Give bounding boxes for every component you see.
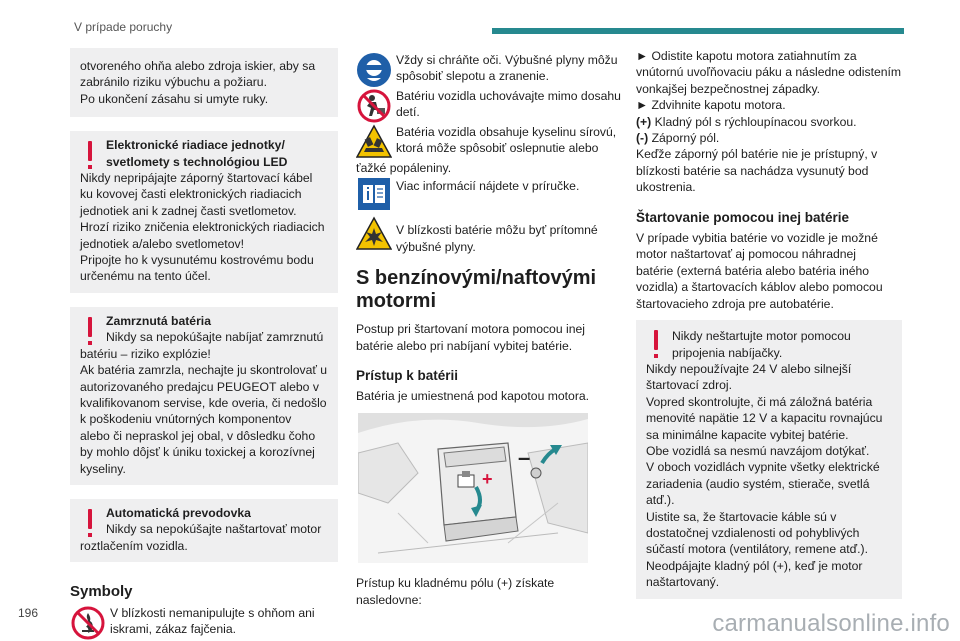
minus-terminal-line [636, 130, 902, 146]
column-left [70, 48, 338, 641]
plus-terminal-line [636, 114, 902, 130]
step-line: vonkajšej bezpečnostnej západky. [636, 81, 821, 96]
warning-frozen-battery-box [70, 307, 338, 485]
warning-line: menovité napätie 12 V a kapacitu rovnajúcu [646, 411, 883, 426]
warning-line: Pripojte ho k vysunutému kostrovému bodu [80, 253, 314, 268]
watermark: carmanualsonline.info [712, 610, 950, 637]
warning-line: k poškodeniu vnútorných komponentov [80, 412, 292, 427]
warning-line: určenému na tento účel. [80, 269, 211, 284]
symbol-text: ťažké popáleniny. [356, 161, 452, 175]
symbol-text: spôsobiť slepotu a zranenie. [396, 69, 549, 84]
warning-line: Nikdy nepripájajte záporný štartovací kábel [80, 171, 313, 186]
warning-automatic-gearbox-box [70, 499, 338, 562]
header-section-title: V prípade poruchy [74, 20, 173, 34]
symbol-text: ktorá môže spôsobiť oslepnutie alebo [396, 141, 599, 156]
intro-line: zabránilo riziku výbuchu a požiaru. [80, 75, 267, 90]
symbol-children-row [356, 88, 622, 124]
warning-line: ku kovovej časti elektronických riadiacich [80, 187, 302, 202]
column-right [636, 48, 902, 599]
symbol-eyes-row [356, 52, 622, 88]
step-line: ► Zdvihnite kapotu motora. [636, 98, 786, 113]
warning-line: autorizovaného predajcu PEUGEOT alebo v [80, 379, 319, 394]
warning-line: Uistite sa, že štartovacie káble sú v [646, 509, 837, 524]
battery-location-illustration [358, 413, 588, 563]
after-photo-text: nasledovne: [356, 592, 422, 607]
minus-note-line: ukostrenia. [636, 180, 696, 195]
minus-text: Záporný pól. [648, 131, 720, 146]
symbol-manual-row [356, 176, 622, 212]
symbol-acid-row [356, 124, 622, 176]
warning-line: Nikdy sa nepokúšajte nabíjať zamrznutú [106, 330, 324, 345]
section-title-line: S benzínovými/naftovými [356, 267, 597, 290]
acid-burn-icon [356, 124, 392, 160]
warning-line: jednotiek a/alebo svetlometov! [80, 236, 244, 251]
symbol-no-fire-row [70, 605, 338, 641]
warning-line: atď.). [646, 493, 675, 508]
jump-start-text: motor naštartovať aj pomocou náhradnej [636, 247, 857, 262]
plus-terminal-label: + [482, 468, 493, 489]
explosive-gas-icon [356, 216, 392, 252]
keep-from-children-icon [356, 88, 392, 124]
symbol-explosive-row [356, 216, 622, 255]
warning-title: Elektronické riadiace jednotky/ [106, 138, 285, 153]
step-line: vnútornú uvoľňovaciu páku a následne odistením [636, 65, 902, 80]
warning-line: Nikdy sa nepokúšajte naštartovať motor [106, 522, 322, 537]
warning-line: Obe vozidlá sa nesmú navzájom dotýkať. [646, 443, 870, 458]
jump-start-text: vozidla) a štartovacích káblov alebo pomocou [636, 280, 883, 295]
warning-line: Hrozí riziko zničenia elektronických riadiacich [80, 220, 325, 235]
warning-exclamation-icon [88, 317, 92, 337]
section-intro: Postup pri štartovaní motora pomocou inej [356, 322, 585, 337]
section-title [356, 267, 622, 313]
plus-text: Kladný pól s rýchloupínacou svorkou. [651, 114, 857, 129]
warning-line: V oboch vozidlách vypnite všetky elektrické [646, 460, 880, 475]
section-intro: batérie alebo pri nabíjaní vybitej batérie. [356, 338, 573, 353]
intro-note-box [70, 48, 338, 117]
intro-line: otvoreného ohňa alebo zdroja iskier, aby sa [80, 59, 316, 73]
minus-note-line: blízkosti batérie sa nachádza vysunutý bod [636, 163, 869, 178]
warning-exclamation-icon [88, 509, 92, 529]
battery-access-heading: Prístup k batérii [356, 368, 459, 384]
jump-start-heading: Štartovanie pomocou inej batérie [636, 209, 850, 225]
page-number: 196 [18, 606, 39, 620]
warning-line: kvalifikovanom servise, kde overia, či nedošlo [80, 395, 327, 410]
jump-start-text: batérie (externá batéria alebo batéria iného [636, 263, 870, 278]
warning-title: Zamrznutá batéria [106, 313, 211, 328]
symbol-text: Batériu vozidla uchovávajte mimo dosahu [396, 89, 621, 103]
symbol-text: Viac informácií nájdete v príručke. [396, 179, 580, 194]
symbols-heading: Symboly [70, 583, 133, 601]
warning-line: naštartovaný. [646, 575, 720, 590]
warning-line: zariadenia (audio systém, stierače, svetlá [646, 476, 870, 491]
symbol-text: V blízkosti batérie môžu byť prítomné [396, 223, 598, 238]
warning-line: alebo či nepraskol jej obal, v dôsledku čoho [80, 428, 316, 443]
symbol-text: Batéria vozidla obsahuje kyselinu sírovú, [396, 125, 617, 139]
symbol-text: iskrami, zákaz fajčenia. [110, 621, 236, 636]
eye-protection-icon [356, 52, 392, 88]
battery-access-text: Batéria je umiestnená pod kapotou motora. [356, 389, 590, 404]
section-title-line: motormi [356, 290, 436, 313]
header-accent-bar [492, 28, 904, 34]
minus-terminal-label: – [518, 444, 531, 470]
after-photo-text: Prístup ku kladnému pólu (+) získate [356, 576, 555, 591]
symbol-text: V blízkosti nemanipulujte s ohňom ani [110, 605, 315, 620]
symbol-text: detí. [396, 105, 420, 120]
warning-line: sa minimálne kapacite vybitej batérie. [646, 427, 849, 442]
intro-line: Po ukončení zásahu si umyte ruky. [80, 91, 269, 106]
warning-line: Neodpájajte kladný pól (+), keď je motor [646, 558, 863, 573]
warning-exclamation-icon [88, 141, 92, 161]
jump-start-text: V prípade vybitia batérie vo vozidle je možné [636, 231, 878, 246]
warning-line: dostatočnej vzdialenosti od pohyblivých [646, 525, 860, 540]
warning-line: batériu – riziko explózie! [80, 346, 211, 361]
column-middle [356, 52, 622, 608]
warning-line: Nikdy nepoužívajte 24 V alebo silnejší [646, 361, 852, 376]
warning-electronics-box [70, 131, 338, 293]
warning-title: svetlomety s technológiou LED [106, 154, 288, 169]
warning-line: pripojenia nabíjačky. [672, 345, 783, 360]
warning-line: štartovací zdroj. [646, 378, 733, 393]
warning-jump-start-box [636, 320, 902, 599]
minus-symbol: (-) [636, 131, 649, 146]
symbol-text: Vždy si chráňte oči. Výbušné plyny môžu [396, 53, 618, 67]
minus-note-line: Keďže záporný pól batérie nie je prístupný, v [636, 147, 878, 162]
no-fire-icon [70, 605, 106, 641]
warning-line: roztlačením vozidla. [80, 538, 188, 553]
manual-info-icon [356, 176, 392, 212]
warning-line: súčastí motora (ventilátory, remene atď.). [646, 542, 868, 557]
plus-symbol: (+) [636, 114, 652, 129]
warning-line: Vopred skontrolujte, či má záložná batéria [646, 394, 873, 409]
warning-exclamation-icon [654, 330, 658, 350]
symbol-text: výbušné plyny. [396, 239, 476, 254]
warning-line: Nikdy neštartujte motor pomocou [672, 329, 851, 344]
jump-start-text: štartovacieho zdroja pre autobatérie. [636, 296, 834, 311]
warning-title: Automatická prevodovka [106, 505, 251, 520]
warning-line: jednotiek ani k zadnej časti svetlometov. [80, 203, 297, 218]
step-line: ► Odistite kapotu motora zatiahnutím za [636, 49, 857, 63]
warning-line: by mohlo dôjsť k úniku toxickej a korozívnej [80, 445, 315, 460]
warning-line: Ak batéria zamrzla, nechajte ju skontrolovať u [80, 363, 328, 378]
warning-line: kyseliny. [80, 461, 126, 476]
